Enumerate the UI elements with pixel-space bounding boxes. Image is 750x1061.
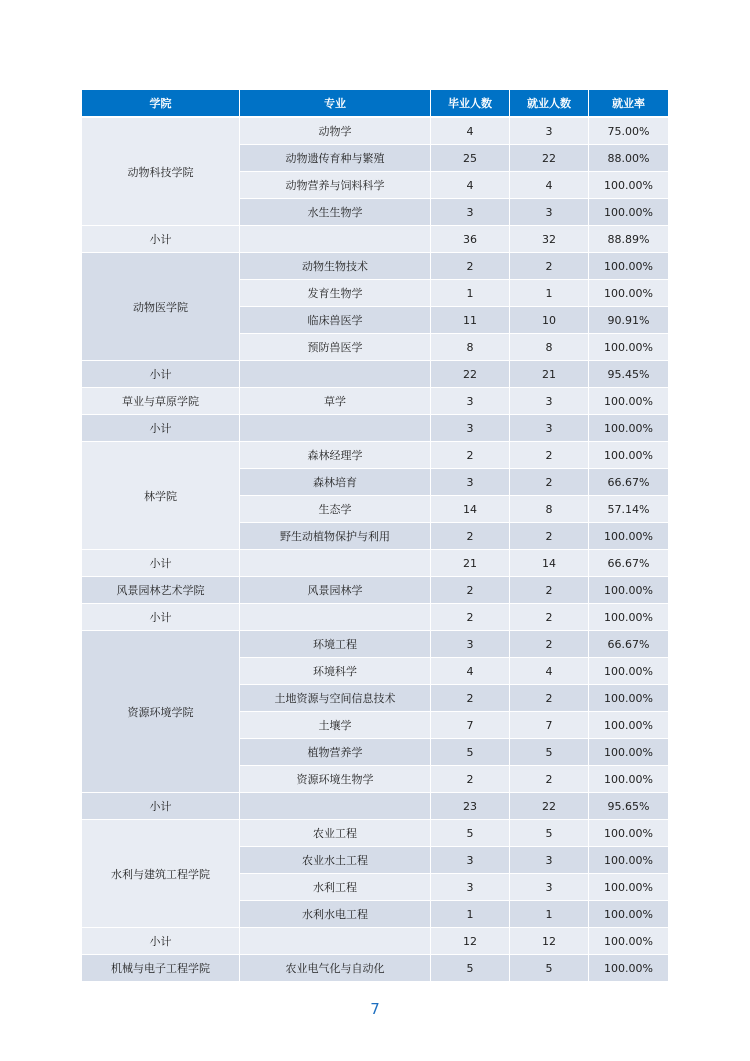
rate-cell: 100.00%	[589, 658, 668, 685]
subtotal-employed: 12	[510, 928, 589, 955]
major-cell: 野生动植物保护与利用	[240, 523, 431, 550]
employed-cell: 3	[510, 388, 589, 415]
college-cell: 草业与草原学院	[82, 388, 240, 415]
rate-cell: 100.00%	[589, 388, 668, 415]
subtotal-label: 小计	[82, 361, 240, 388]
rate-cell: 57.14%	[589, 496, 668, 523]
subtotal-rate: 88.89%	[589, 226, 668, 253]
subtotal-employed: 21	[510, 361, 589, 388]
subtotal-graduates: 36	[431, 226, 510, 253]
major-cell: 水利工程	[240, 874, 431, 901]
subtotal-row	[82, 793, 668, 820]
rate-cell: 75.00%	[589, 118, 668, 145]
subtotal-major-empty	[240, 415, 431, 442]
rate-cell: 100.00%	[589, 766, 668, 793]
subtotal-rate: 95.65%	[589, 793, 668, 820]
employed-cell: 3	[510, 847, 589, 874]
subtotal-label: 小计	[82, 793, 240, 820]
subtotal-label: 小计	[82, 604, 240, 631]
graduates-cell: 3	[431, 199, 510, 226]
graduates-cell: 7	[431, 712, 510, 739]
employed-cell: 8	[510, 496, 589, 523]
table-body	[82, 118, 668, 982]
rate-cell: 100.00%	[589, 874, 668, 901]
subtotal-employed: 2	[510, 604, 589, 631]
employed-cell: 5	[510, 820, 589, 847]
major-cell: 临床兽医学	[240, 307, 431, 334]
rate-cell: 100.00%	[589, 847, 668, 874]
major-cell: 环境工程	[240, 631, 431, 658]
college-cell: 风景园林艺术学院	[82, 577, 240, 604]
employed-cell: 10	[510, 307, 589, 334]
subtotal-major-empty	[240, 226, 431, 253]
major-cell: 生态学	[240, 496, 431, 523]
major-cell: 森林培育	[240, 469, 431, 496]
table-row	[82, 631, 668, 658]
employed-cell: 2	[510, 685, 589, 712]
employed-cell: 4	[510, 658, 589, 685]
graduates-cell: 2	[431, 253, 510, 280]
subtotal-row	[82, 928, 668, 955]
table-row	[82, 388, 668, 415]
rate-cell: 100.00%	[589, 442, 668, 469]
rate-cell: 100.00%	[589, 901, 668, 928]
major-cell: 农业电气化与自动化	[240, 955, 431, 982]
employed-cell: 5	[510, 739, 589, 766]
graduates-cell: 11	[431, 307, 510, 334]
college-cell: 水利与建筑工程学院	[82, 820, 240, 928]
page-number: 7	[370, 1000, 380, 1018]
college-cell: 机械与电子工程学院	[82, 955, 240, 982]
subtotal-graduates: 3	[431, 415, 510, 442]
table-header-row	[82, 90, 668, 118]
employed-cell: 1	[510, 280, 589, 307]
graduates-cell: 2	[431, 577, 510, 604]
table-row	[82, 442, 668, 469]
header-employed: 就业人数	[510, 90, 589, 118]
subtotal-rate: 100.00%	[589, 928, 668, 955]
employed-cell: 2	[510, 631, 589, 658]
rate-cell: 100.00%	[589, 955, 668, 982]
graduates-cell: 8	[431, 334, 510, 361]
subtotal-major-empty	[240, 928, 431, 955]
table-row	[82, 577, 668, 604]
subtotal-graduates: 2	[431, 604, 510, 631]
rate-cell: 100.00%	[589, 577, 668, 604]
employed-cell: 3	[510, 199, 589, 226]
subtotal-row	[82, 361, 668, 388]
employed-cell: 3	[510, 874, 589, 901]
subtotal-row	[82, 415, 668, 442]
college-cell: 林学院	[82, 442, 240, 550]
major-cell: 动物学	[240, 118, 431, 145]
major-cell: 动物生物技术	[240, 253, 431, 280]
employed-cell: 2	[510, 766, 589, 793]
graduates-cell: 1	[431, 280, 510, 307]
employed-cell: 22	[510, 145, 589, 172]
employed-cell: 2	[510, 469, 589, 496]
subtotal-employed: 22	[510, 793, 589, 820]
header-major: 专业	[240, 90, 431, 118]
subtotal-rate: 100.00%	[589, 415, 668, 442]
table-row	[82, 118, 668, 145]
employment-table	[82, 90, 668, 982]
rate-cell: 66.67%	[589, 469, 668, 496]
subtotal-major-empty	[240, 793, 431, 820]
subtotal-rate: 95.45%	[589, 361, 668, 388]
subtotal-employed: 3	[510, 415, 589, 442]
employed-cell: 4	[510, 172, 589, 199]
major-cell: 水利水电工程	[240, 901, 431, 928]
employed-cell: 1	[510, 901, 589, 928]
graduates-cell: 3	[431, 388, 510, 415]
rate-cell: 90.91%	[589, 307, 668, 334]
major-cell: 森林经理学	[240, 442, 431, 469]
subtotal-employed: 32	[510, 226, 589, 253]
employed-cell: 5	[510, 955, 589, 982]
employed-cell: 3	[510, 118, 589, 145]
subtotal-label: 小计	[82, 928, 240, 955]
major-cell: 草学	[240, 388, 431, 415]
rate-cell: 100.00%	[589, 199, 668, 226]
rate-cell: 100.00%	[589, 739, 668, 766]
rate-cell: 100.00%	[589, 820, 668, 847]
major-cell: 预防兽医学	[240, 334, 431, 361]
graduates-cell: 14	[431, 496, 510, 523]
graduates-cell: 4	[431, 172, 510, 199]
table-row	[82, 955, 668, 982]
subtotal-major-empty	[240, 361, 431, 388]
graduates-cell: 4	[431, 118, 510, 145]
major-cell: 水生生物学	[240, 199, 431, 226]
major-cell: 农业水土工程	[240, 847, 431, 874]
subtotal-graduates: 23	[431, 793, 510, 820]
graduates-cell: 1	[431, 901, 510, 928]
subtotal-label: 小计	[82, 226, 240, 253]
rate-cell: 100.00%	[589, 334, 668, 361]
subtotal-row	[82, 226, 668, 253]
graduates-cell: 3	[431, 847, 510, 874]
major-cell: 动物营养与饲料科学	[240, 172, 431, 199]
graduates-cell: 3	[431, 631, 510, 658]
graduates-cell: 5	[431, 820, 510, 847]
rate-cell: 66.67%	[589, 631, 668, 658]
header-college: 学院	[82, 90, 240, 118]
rate-cell: 100.00%	[589, 280, 668, 307]
graduates-cell: 25	[431, 145, 510, 172]
college-cell: 资源环境学院	[82, 631, 240, 793]
major-cell: 资源环境生物学	[240, 766, 431, 793]
major-cell: 土壤学	[240, 712, 431, 739]
college-cell: 动物医学院	[82, 253, 240, 361]
subtotal-graduates: 22	[431, 361, 510, 388]
header-employment-rate: 就业率	[589, 90, 668, 118]
subtotal-major-empty	[240, 604, 431, 631]
subtotal-rate: 100.00%	[589, 604, 668, 631]
subtotal-major-empty	[240, 550, 431, 577]
employed-cell: 2	[510, 523, 589, 550]
employed-cell: 7	[510, 712, 589, 739]
graduates-cell: 2	[431, 766, 510, 793]
rate-cell: 100.00%	[589, 685, 668, 712]
major-cell: 动物遗传育种与繁殖	[240, 145, 431, 172]
employed-cell: 2	[510, 577, 589, 604]
rate-cell: 100.00%	[589, 712, 668, 739]
employed-cell: 2	[510, 442, 589, 469]
graduates-cell: 5	[431, 955, 510, 982]
table-row	[82, 253, 668, 280]
major-cell: 土地资源与空间信息技术	[240, 685, 431, 712]
subtotal-graduates: 21	[431, 550, 510, 577]
major-cell: 发育生物学	[240, 280, 431, 307]
rate-cell: 88.00%	[589, 145, 668, 172]
graduates-cell: 3	[431, 469, 510, 496]
graduates-cell: 3	[431, 874, 510, 901]
graduates-cell: 5	[431, 739, 510, 766]
major-cell: 农业工程	[240, 820, 431, 847]
subtotal-row	[82, 550, 668, 577]
employed-cell: 2	[510, 253, 589, 280]
rate-cell: 100.00%	[589, 523, 668, 550]
subtotal-rate: 66.67%	[589, 550, 668, 577]
employed-cell: 8	[510, 334, 589, 361]
graduates-cell: 2	[431, 685, 510, 712]
table-row	[82, 820, 668, 847]
rate-cell: 100.00%	[589, 253, 668, 280]
graduates-cell: 2	[431, 523, 510, 550]
subtotal-graduates: 12	[431, 928, 510, 955]
graduates-cell: 2	[431, 442, 510, 469]
subtotal-row	[82, 604, 668, 631]
subtotal-employed: 14	[510, 550, 589, 577]
subtotal-label: 小计	[82, 550, 240, 577]
header-graduates: 毕业人数	[431, 90, 510, 118]
major-cell: 植物营养学	[240, 739, 431, 766]
major-cell: 风景园林学	[240, 577, 431, 604]
major-cell: 环境科学	[240, 658, 431, 685]
subtotal-label: 小计	[82, 415, 240, 442]
graduates-cell: 4	[431, 658, 510, 685]
college-cell: 动物科技学院	[82, 118, 240, 226]
rate-cell: 100.00%	[589, 172, 668, 199]
